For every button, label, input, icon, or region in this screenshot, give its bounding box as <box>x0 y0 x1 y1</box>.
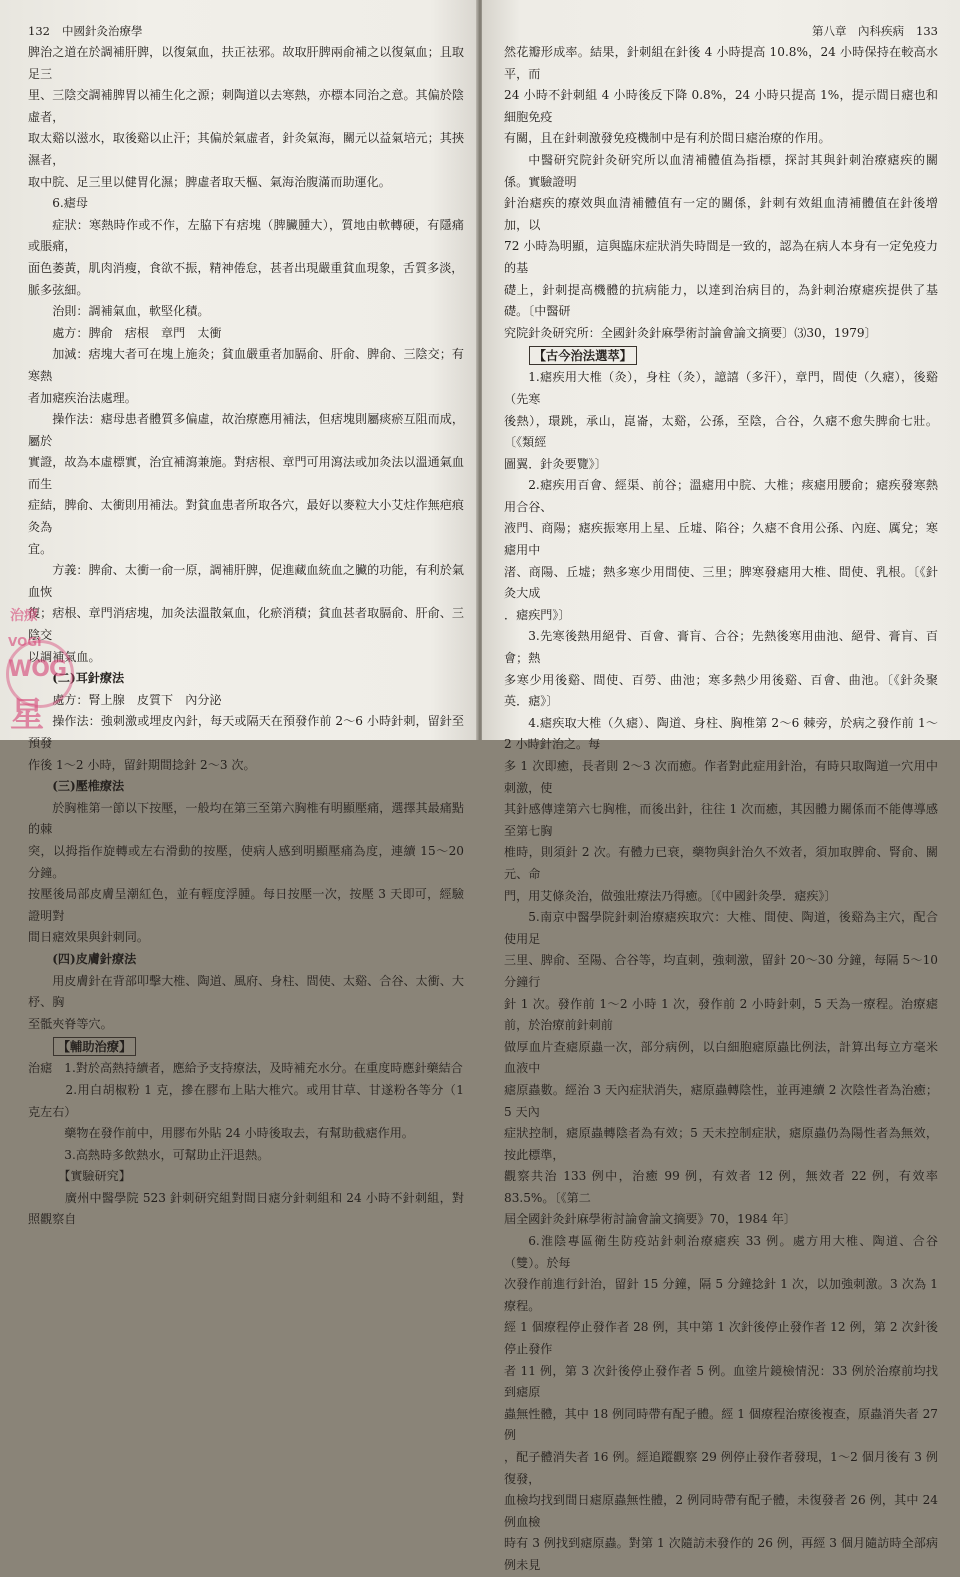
text-line: 針治瘧疾的療效與血清補體值有一定的關係，針刺有效組血清補體值在針後增加，以 <box>504 196 938 232</box>
text-line: 做厚血片查瘧原蟲一次，部分病例，以白細胞瘧原蟲比例法，計算出每立方毫米血液中 <box>504 1039 938 1076</box>
text-line: (三)壓椎療法 <box>52 779 125 794</box>
text-line: 觀察共治 133 例中，治癒 99 例，有效者 12 例，無效者 22 例，有效率 83.5%。〔《第二 <box>504 1169 938 1205</box>
text-line: 多 1 次即癒，長者則 2～3 次而癒。作者對此症用針治，有時只取陶道一穴用中刺激，使 <box>504 759 938 795</box>
text-line: 處方：脾俞 痞根 章門 太衝 <box>52 325 222 340</box>
text-line: 三里、脾俞、至陽、合谷等，均直刺，強刺激，留針 20～30 分鐘，每隔 5～10 分鐘行 <box>504 953 938 989</box>
text-line: 3.高熱時多飲熱水，可幫助止汗退熱。 <box>28 1147 270 1162</box>
text-line: 圖翼．針灸要覽》〕 <box>504 456 607 471</box>
text-line: 血檢均找到間日瘧原蟲無性體，2 例同時帶有配子體，未復發者 26 例，其中 24 例血檢 <box>504 1493 938 1529</box>
text-line: 面色萎黃，肌肉消瘦，食欲不振，精神倦怠，甚者出現嚴重貧血現象，舌質多淡， <box>28 260 464 275</box>
text-line: 方義：脾俞、太衝一俞一原，調補肝脾，促進藏血統血之臟的功能，有利於氣血恢 <box>28 563 464 599</box>
text-line: 究院針灸研究所：全國針灸針麻學術討論會論文摘要〕⑶30，1979〕 <box>504 325 877 340</box>
text-line: ．瘧疾門》〕 <box>504 607 571 622</box>
text-line: 治瘧 1.對於高熱持續者，應給予支持療法，及時補充水分。在重度時應針藥結合 <box>28 1061 463 1076</box>
text-line: 有關，且在針刺激發免疫機制中是有利於間日瘧治療的作用。 <box>504 131 831 146</box>
right-page <box>482 0 960 1572</box>
text-line: 間日瘧效果與針刺同。 <box>28 930 149 945</box>
text-line: 至骶夾脊等穴。 <box>28 1016 113 1031</box>
text-line: 其針感傳達第六七胸椎，而後出針，往往 1 次而癒，其因體力關係而不能傳導感至第七胸 <box>504 802 938 838</box>
text-line: 72 小時為明顯，這與臨床症狀消失時間是一致的，認為在病人本身有一定免疫力的基 <box>504 239 938 275</box>
text-line: 多寒少用後谿、間使、百勞、曲池；寒多熱少用後谿、百會、曲池。〔《針灸聚英．瘧》〕 <box>504 672 938 709</box>
text-line: 藥物在發作前中，用膠布外貼 24 小時後取去，有幫助截瘧作用。 <box>28 1126 414 1141</box>
text-line: 液門、商陽；瘧疾振寒用上星、丘墟、陷谷；久瘧不食用公孫、內庭、厲兌；寒瘧用中 <box>504 521 938 558</box>
text-line: 以調補氣血。 <box>28 649 101 664</box>
text-line: 24 小時不針刺組 4 小時後反下降 0.8%，24 小時只提高 1%，提示間日瘧也和細胞免疫 <box>504 88 938 124</box>
text-line: 蟲無性體，其中 18 例同時帶有配子體。經 1 個療程治療後複查，原蟲消失者 27 例 <box>504 1406 938 1443</box>
text-line: 處方：腎上腺 皮質下 內分泌 <box>52 692 222 707</box>
text-line: 作後 1～2 小時，留針期間捻針 2～3 次。 <box>28 757 256 772</box>
text-line: 按壓後局部皮膚呈潮紅色，並有輕度浮腫。每日按壓一次，按壓 3 天即可，經驗證明對 <box>28 887 464 923</box>
text-line: ，配子體消失者 16 例。經追蹤觀察 29 例停止發作者發現，1～2 個月後有 3 例復發， <box>504 1450 938 1486</box>
text-line: 2.瘧疾用百會、經渠、前谷；溫瘧用中脘、大椎；痎瘧用腰俞；瘧疾發寒熱用合谷、 <box>504 478 938 514</box>
text-line: 【實驗研究】 <box>28 1169 131 1184</box>
text-line: 脈多弦細。 <box>28 282 89 297</box>
text-line: 症狀控制，瘧原蟲轉陰者為有效；5 天未控制症狀，瘧原蟲仍為陽性者為無效，按此標準， <box>504 1126 938 1162</box>
text-line: (四)皮膚針療法 <box>52 951 137 966</box>
text-line: 椎時，則須針 2 次。有體力已衰，藥物與針治久不效者，須加取脾俞、腎俞、關元、命 <box>504 845 938 881</box>
running-title: 中國針灸治療學 <box>61 24 143 38</box>
text-line: 針 1 次。發作前 1～2 小時 1 次，發作前 2 小時針刺，5 天為一療程。治療瘧前，於治療前針刺前 <box>504 996 938 1033</box>
watermark-stamp: 治療 VOGI WOG 星 <box>6 605 156 735</box>
text-line: (二)耳針療法 <box>52 671 125 686</box>
page-number: 132 <box>28 24 50 38</box>
text-line: 6.瘧母 <box>52 196 88 211</box>
text-line: 於胸椎第一節以下按壓，一般均在第三至第六胸椎有明顯壓痛，選擇其最痛點的棘 <box>28 800 464 837</box>
running-title: 第八章 內科疾病 <box>812 24 905 38</box>
text-line: 加減：痞塊大者可在塊上施灸；貧血嚴重者加膈俞、肝俞、脾俞、三陰交；有寒熱 <box>28 347 464 383</box>
text-line: 屆全國針灸針麻學術討論會論文摘要》70，1984 年〕 <box>504 1212 796 1227</box>
left-running-head <box>28 22 464 40</box>
right-running-head <box>504 22 938 40</box>
left-lower-text <box>28 1058 464 1231</box>
text-line: 取太谿以滋水，取後谿以止汗；其偏於氣虛者，針灸氣海，關元以益氣培元；其挾濕者， <box>28 131 464 167</box>
text-line: 用皮膚針在背部叩擊大椎、陶道、風府、身柱、間使、太谿、合谷、太衝、大杼、胸 <box>28 973 464 1010</box>
section-heading: 【古今治法選萃】 <box>504 344 938 367</box>
text-line: 2.用白胡椒粉 1 克，摻在膠布上貼大椎穴。或用甘草、甘遂粉各等分（1 克左右） <box>28 1082 464 1119</box>
text-line: 然花瓣形成率。結果，針刺組在針後 4 小時提高 10.8%，24 小時保持在較高水平，而 <box>504 45 938 81</box>
text-line: 取中脘、足三里以健胃化濕；脾虛者取天樞、氣海治腹滿而助運化。 <box>28 174 391 189</box>
text-line: 6.淮陰專區衛生防疫站針刺治療瘧疾 33 例。處方用大椎、陶道、合谷（雙）。於每 <box>504 1234 938 1270</box>
text-line: 門，用艾條灸治，做強壯療法乃得癒。〔《中國針灸學．瘧疾》〕 <box>504 888 837 903</box>
text-line: 實證，故為本虛標實，治宜補瀉兼施。對痞根、章門可用瀉法或加灸法以溫通氣血而生 <box>28 455 464 491</box>
text-line: 里、三陰交調補脾胃以補生化之源；刺陶道以去寒熱，亦標本同治之意。其偏於陰虛者， <box>28 88 464 124</box>
text-line: 者 11 例，第 3 次針後停止發作者 5 例。血塗片鏡檢情況：33 例於治療前均找到瘧原 <box>504 1363 938 1400</box>
text-line: 宜。 <box>28 541 53 556</box>
section-heading: 【輔助治療】 <box>28 1035 464 1058</box>
text-line: 礎上，針刺提高機體的抗病能力，以達到治病目的，為針刺治療瘧疾提供了基礎。〔中醫研 <box>504 282 938 319</box>
text-line: 者加瘧疾治法處理。 <box>28 390 137 405</box>
left-page <box>0 0 478 1227</box>
text-line: 瘧原蟲數。經治 3 天內症狀消失，瘧原蟲轉陰性，並再連續 2 次陰性者為治癒；5 天內 <box>504 1082 938 1119</box>
right-body-text <box>504 42 938 344</box>
text-line: 症結，脾俞、太衝則用補法。對貧血患者所取各穴，最好以麥粒大小艾炷作無疤痕灸為 <box>28 498 464 535</box>
text-line: 時有 3 例找到瘧原蟲。對第 1 次隨訪未發作的 26 例，再經 3 個月隨訪時全部病例未見 <box>504 1536 938 1572</box>
left-body-text <box>28 42 464 1035</box>
text-line: 廣州中醫學院 523 針刺研究組對間日瘧分針刺組和 24 小時不針刺組，對照觀察自 <box>28 1190 464 1227</box>
text-line: 次發作前進行針治，留針 15 分鐘，隔 5 分鐘捻針 1 次，以加強刺激。3 次為 1 療程。 <box>504 1277 938 1313</box>
text-line: 5.南京中醫學院針刺治療瘧疾取穴：大椎、間使、陶道，後谿為主穴，配合使用足 <box>504 910 938 946</box>
text-line: 1.瘧疾用大椎（灸），身柱（灸），譩譆（多汗），章門，間使（久瘧），後谿（先寒 <box>504 370 938 406</box>
page-number: 133 <box>916 24 938 38</box>
text-line: 操作法：強刺激或埋皮內針，每天或隔天在預發作前 2～6 小時針刺，留針至預發 <box>28 714 464 750</box>
text-line: 症狀：寒熱時作或不作，左脇下有痞塊（脾臟腫大），質地由軟轉硬，有隱痛或脹痛， <box>28 217 464 254</box>
text-line: 操作法：瘧母患者體質多偏虛，故治療應用補法，但痞塊則屬痰瘀互阻而成，屬於 <box>28 412 464 448</box>
text-line: 治則：調補氣血，軟堅化積。 <box>52 304 210 319</box>
text-line: 3.先寒後熱用絕骨、百會、膏肓、合谷；先熱後寒用曲池、絕骨、膏肓、百會；熱 <box>504 629 938 666</box>
right-body-text-2 <box>504 367 938 1576</box>
text-line: 4.瘧疾取大椎（久瘧）、陶道、身柱、胸椎第 2～6 棘旁，於病之發作前 1～2 小時針治之。每 <box>504 715 938 752</box>
text-line: 復；痞根、章門消痞塊，加灸法溫散氣血，化瘀消積；貧血甚者取膈俞、肝俞、三陰交 <box>28 606 464 643</box>
text-line: 經 1 個療程停止發作者 28 例，其中第 1 次針後停止發作者 12 例，第 2 次針後停止發作 <box>504 1320 938 1357</box>
text-line: 後熱），環跳，承山，崑崙，太谿，公孫，至陰，合谷，久瘧不愈失脾俞七壯。〔《類經 <box>504 413 938 450</box>
text-line: 突，以拇指作旋轉或左右滑動的按壓，使病人感到明顯壓痛為度，連續 15～20 分鐘。 <box>28 843 464 880</box>
text-line: 脾治之道在於調補肝脾，以復氣血，扶正祛邪。故取肝脾兩俞補之以復氣血；且取足三 <box>28 45 464 81</box>
text-line: 中醫研究院針灸研究所以血清補體值為指標，探討其與針刺治療瘧疾的關係。實驗證明 <box>504 152 938 189</box>
text-line: 渚、商陽、丘墟；熱多寒少用間使、三里；脾寒發瘧用大椎、間使、乳根。〔《針灸大成 <box>504 564 938 601</box>
